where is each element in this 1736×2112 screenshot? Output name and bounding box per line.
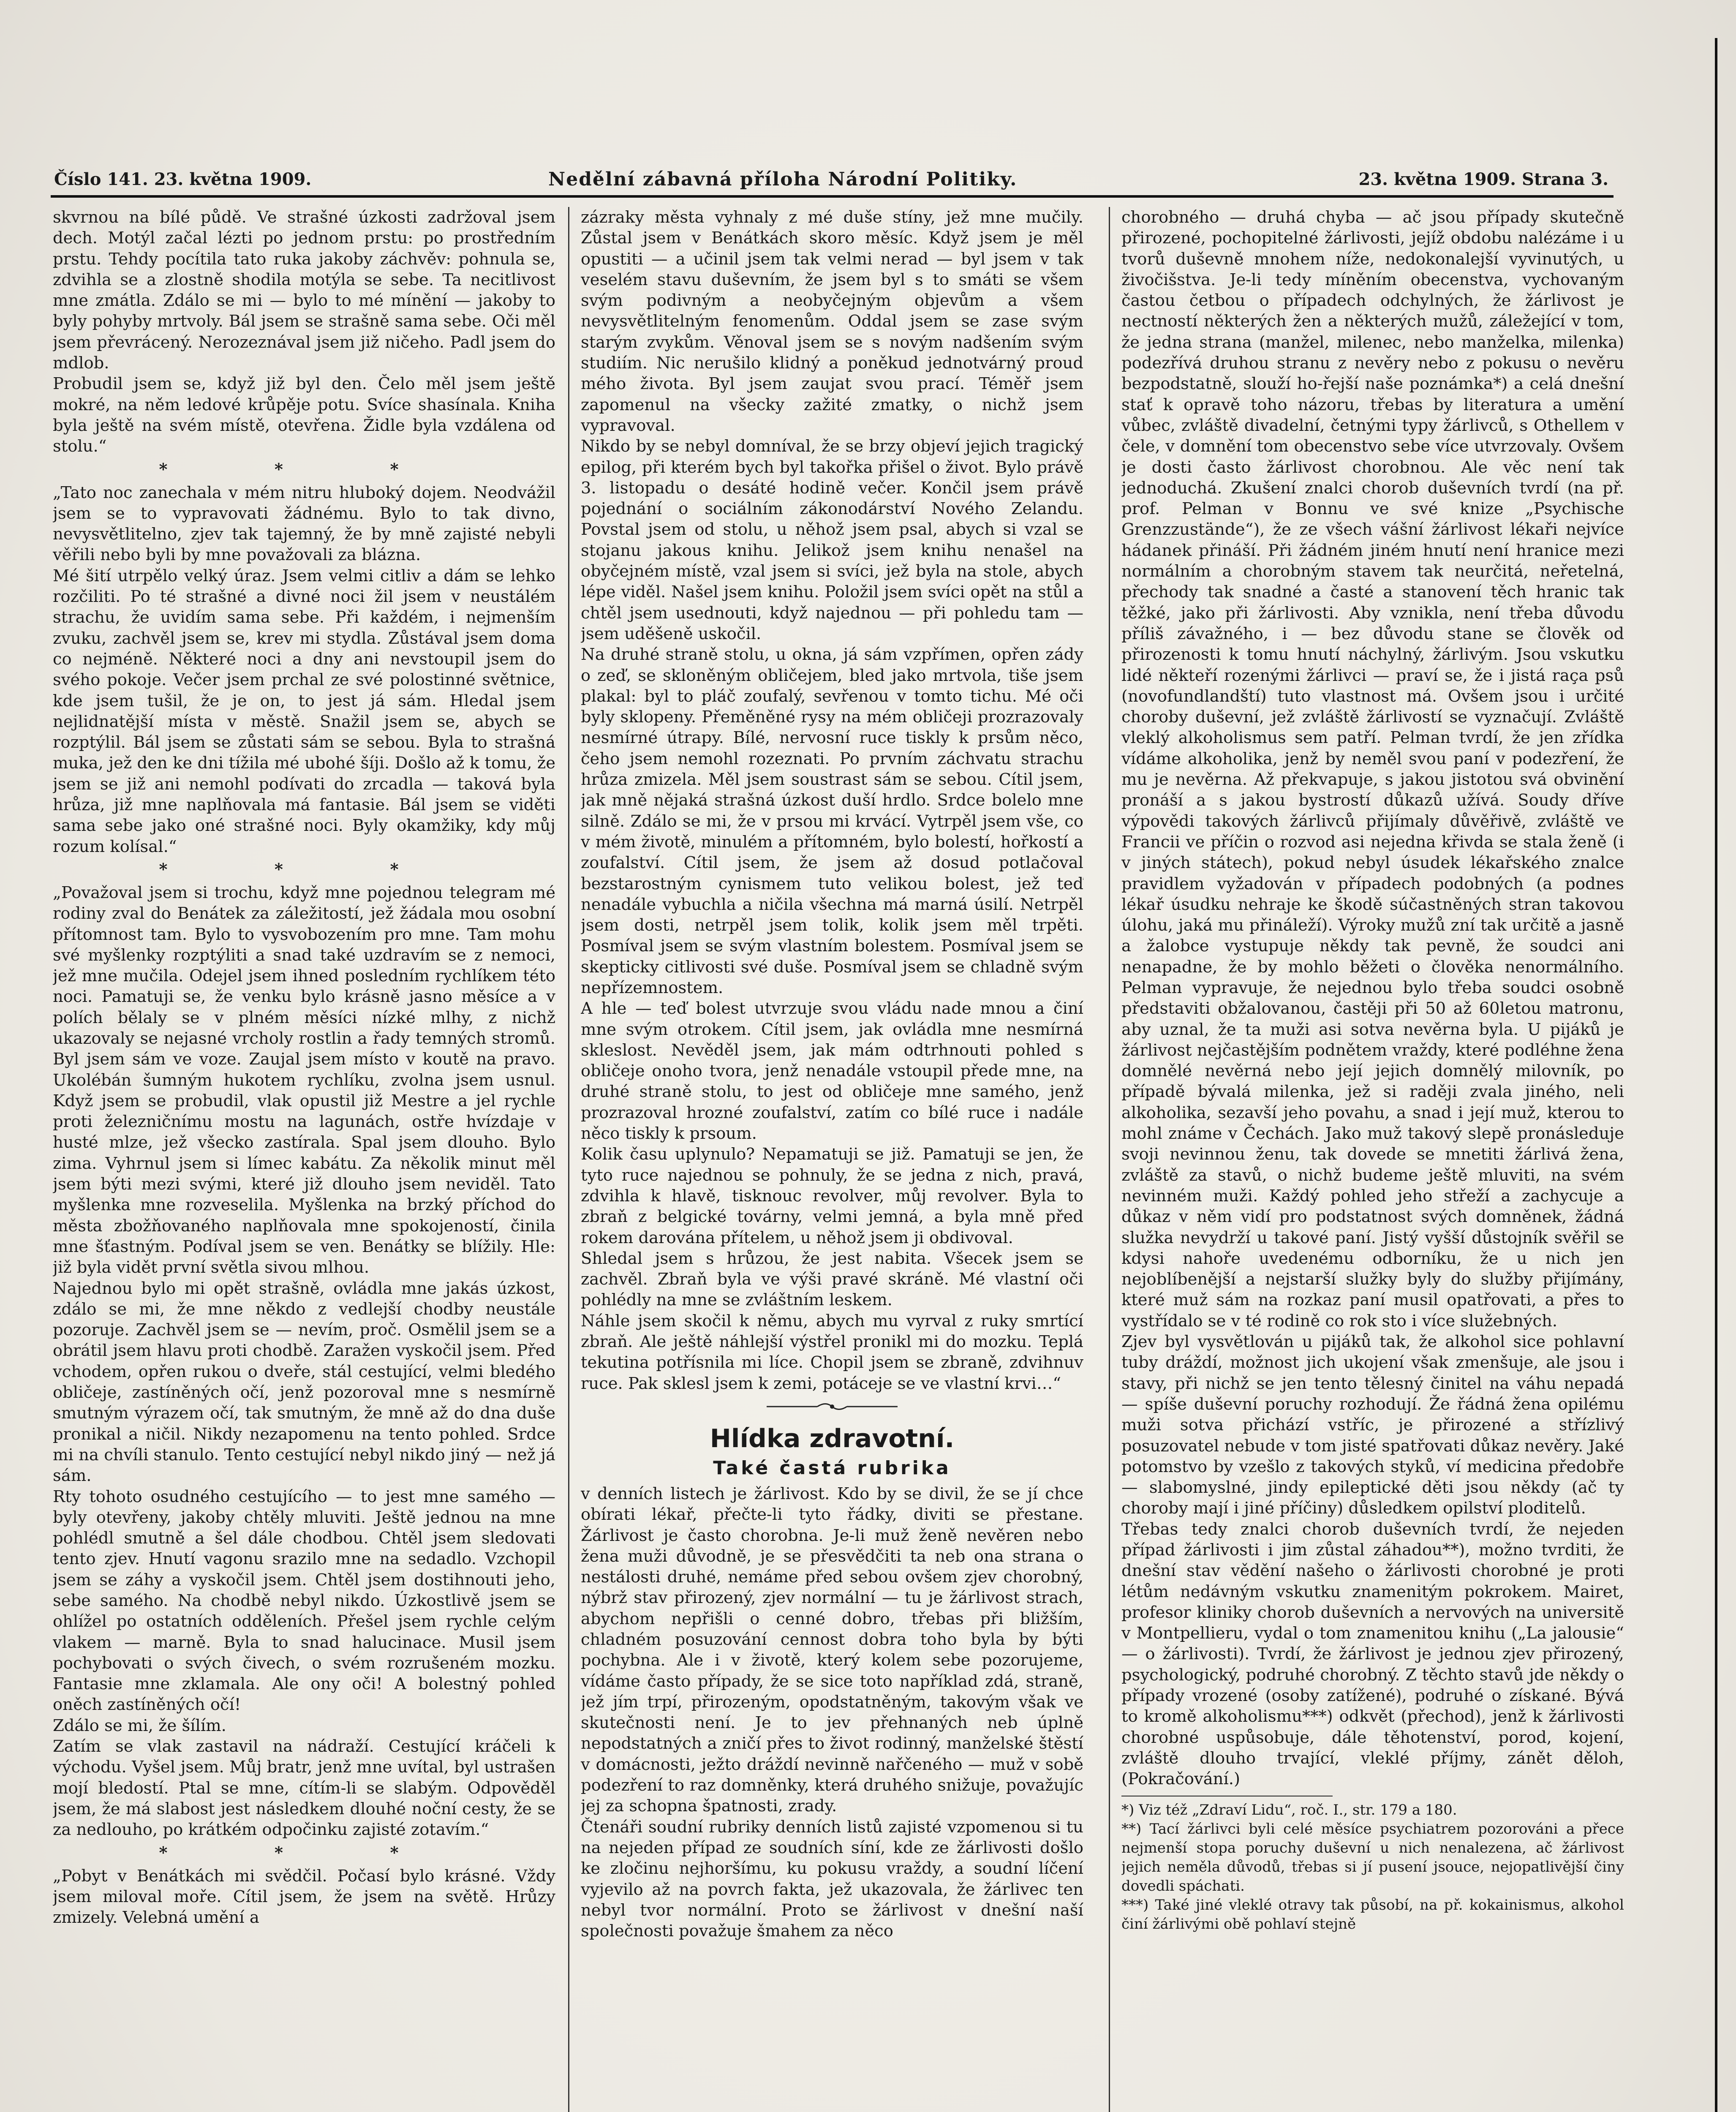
paragraph: v denních listech je žárlivost. Kdo by se divil, že se jí chce obírati lékař, přečte-li tyto řádky, diviti se přestane. Žárlivost je často chorobna. Je-li muž ženě nevěren nebo žena muži důvodně, je se přesvědčiti ta neb ona strana o nestálosti druhé, nemáme před sebou ovšem zjev chorobný, nýbrž stav přirozený, zjev normální — tu je žárlivost strach, abychom nepřišli o cenné dobro, třebas při bližším, chladném posuzování cennost dobra toho byla by býti pochybna. Ale i v životě, který kolem sebe pozorujeme, vídáme často případy, že se sice toto například zdá, straně, jež jím trpí, přirozeným, opodstatněným, takovým však ve skutečnosti není. Je to jev přehnaných neb úplně nepodstatných a zničí přes to život rodinný, manželské štěstí v domácnosti, ježto dráždí nevinně nařčeného — muž v sobě podezření to raz domněnky, která druhého snižuje, považujíc jej za schopna špatnosti, zrady. — [581, 1484, 1083, 1816]
section-title: Hlídka zdravotní. — [710, 1423, 955, 1453]
header-divider — [51, 195, 1614, 198]
section-break-stars: * * * — [159, 1843, 449, 1862]
section-break-stars: * * * — [159, 860, 449, 879]
paragraph: chorobného — druhá chyba — ač jsou případy skutečně přirozené, pochopitelné žárlivosti, jejíž obdobu nalézáme i u tvorů duševně mnohem níže, nedokonalejší vyvinutých, u živočišstva. Je-li tedy míněním obecenstva, vychovaným častou četbou o případech odchylných, že žárlivost je nectností některých žen a některých mužů, záležející v tom, že jedna strana (manžel, milenec, nebo manželka, milenka) podezřívá druhou stranu z nevěry nebo z pokusu o nevěru bezpodstatně, slouží ho-řejší naše poznámka*) a celá dnešní stať k opravě toho názoru, třebas by literatura a umění vůbec, zvláště divadelní, četnými typy žárlivců, s Othellem v čele, v domnění tom obecenstvo sebe více utvrzovaly. Ovšem je dosti často žárlivost chorobnou. Ale věc není tak jednoduchá. Zkušení znalci chorob duševních tvrdí (na př. prof. Pelman v Bonnu ve své knize „Psychische Grenzzustände“), že ze všech vášní žárlivost lékaři nejvíce hádanek přináší. Při žádném jiném hnutí není hranice mezi normálním a chorobným stavem tak neurčitá, neřetelná, přechody tak snadné a časté a stanovení těch hranic tak těžké, jako při žárlivosti. Aby vznikla, není třeba důvodu příliš závažného, i — bez důvodu stane se člověk od přirozenosti k tomu hnutí náchylný, žárlivým. Jsou vskutku lidé někteří rozenými žárlivci — praví se, že i jistá raça psů (novofundlandští) tuto vlastnost má. Ovšem jsou i určité choroby duševní, jež zvláště žárlivostí se vyznačují. Zvláště vleklý alkoholismus sem patří. Pelman tvrdí, že jen zřídka vídáme alkoholika, jenž by neměl svou paní v podezření, že mu je nevěrna. Až překvapuje, s jakou jistotou svá obvinění pronáší a s jakou bystrostí důkazů užívá. Soudy dříve výpovědi takových žárlivců přijímaly důvěřivě, zvláště ve Francii ve příčin o rozvod asi nejedna křivda se stala ženě (i v jiných státech), pokud nebyl úsudek lékařského znalce pravidlem vyžadován v případech podobných (a podnes lékař úsudku nehraje ke škodě súčastněných stran takovou úlohu, jaká mu přináleží). Výroky mužů zní tak určitě a jasně a žalobce vystupuje někdy tak pevně, že soudci ani nenapadne, že by mohlo běžeti o člověka nenormálního. Pelman vypravuje, že nejednou bylo třeba soudci osobně představiti obžalovanou, častěji při 50 až 60letou matronu, aby uznal, že ta muži asi sotva nevěrna byla. U pijáků je žárlivost nejčastějším podnětem vraždy, které podléhne žena domnělé nevěrná nebo její jejich domnělý milovník, po případě bývalá milenka, jež si raději zvala jiného, neli alkoholika, sezavší jeho povahu, a snad i její muž, kterou to mohl známe v Čechách. Jako muž takový slepě pronásleduje svoji nevinnou ženu, tak dovede se mnetiti žárlivá žena, zvláště za stavů, o nichž budeme ještě mluviti, na svém nevinném muži. Každý pohled jeho střeží a zachycuje a důkaz v něm vidí pro podstatnost svých domněnek, žádná služka nevydrží u takové paní. Jistý vyšší důstojník svěřil se kdysi nahoře uvedenému odborníku, že u nich jen nejoblíbenější a nejstarší služky byly do služby přijímány, které muž sám na rozkaz paní musil opatřovati, a přes to vystřídalo se v té rodině co rok sto i více služebných. — [1121, 208, 1624, 1331]
footnote: ***) Také jiné vleklé otravy tak působí, na př. kokainismus, alkohol činí žárlivými obě pohlaví stejně — [1121, 1896, 1624, 1932]
paragraph: Kolik času uplynulo? Nepamatuji se již. Pamatuji se jen, že tyto ruce najednou se pohnuly, že se jedna z nich, pravá, zdvihla k hlavě, tisknouc revolver, můj revolver. Byla to zbraň z belgické továrny, velmi jemná, a byla mně před rokem darována přítelem, u něhož jsem ji obdivoval. — [581, 1145, 1083, 1247]
section-break-stars: * * * — [159, 460, 449, 479]
paragraph: zázraky města vyhnaly z mé duše stíny, jež mne mučily. Zůstal jsem v Benátkách skoro měsíc. Když jsem je měl opustiti — a učinil jsem tak velmi nerad — byl jsem v tak veselém stavu duševním, že jsem byl s to smáti se všem svým podivným a neobyčejným objevům a všem nevysvětlitelným fenomenům. Oddal jsem se zase svým starým zvykům. Věnoval jsem se s novým nadšením svým studiím. Nic nerušilo klidný a poněkud jednotvárný proud mého života. Byl jsem zaujat svou prací. Téměř jsem zapomenul na všecky zažité zmatky, o nichž jsem vypravoval. — [581, 208, 1083, 435]
paragraph: Probudil jsem se, když již byl den. Čelo měl jsem ještě mokré, na něm ledové krůpěje potu. Svíce shasínala. Kniha byla ještě na svém místě, otevřena. Židle byla vzdálena od stolu.“ — [53, 374, 555, 456]
paragraph: Čtenáři soudní rubriky denních listů zajisté vzpomenou si tu na nejeden případ ze soudních síní, kde ze žárlivosti došlo ke zločinu nejhoršímu, ku pokusu vraždy, a soudní líčení vyjevilo až na povrch fakta, jež ukazovala, že žárlivec ten nebyl tvor normální. Proto se žárlivost v dnešní naší společnosti považuje šmahem za něco — [581, 1817, 1083, 1941]
column-2 — [581, 207, 1083, 2112]
paragraph: Třebas tedy znalci chorob duševních tvrdí, že nejeden případ žárlivosti i jim zůstal záhadou**), možno tvrditi, že dnešní stav vědění našeho o žárlivosti chorobné je proti létům nedávným vskutku znamenitým pokrokem. Mairet, profesor kliniky chorob duševních a nervových na universitě v Montpellieru, vydal o tom znamenitou knihu („La jalousie“ — o žárlivosti). Tvrdí, že žárlivost je jednou zjev přirozený, psychologický, podruhé chorobný. Z těchto stavů jde někdy o případy vrozené (osoby zatížené), podruhé o získané. Bývá to kromě alkoholismu***) odkvět (přechod), jenž k žárlivosti chorobné uspůsobuje, dále těhotenství, porod, kojení, zvláště dlouho trvající, vleklé příjmy, zánět děloh, (Pokračování.) — [1121, 1519, 1624, 1789]
ornament-icon — [762, 1400, 902, 1413]
footnote: *) Viz též „Zdraví Lidu“, roč. I., str. 179 a 180. — [1121, 1801, 1457, 1818]
paragraph: Náhle jsem skočil k němu, abych mu vyrval z ruky smrtící zbraň. Ale ještě náhlejší výstřel pronikl mi do mozku. Teplá tekutina potřísnila mi líce. Chopil jsem se zbraně, zdvihnuv ruce. Pak sklesl jsem k zemi, potáceje se ve vlastní krvi…“ — [581, 1311, 1083, 1393]
paragraph: Shledal jsem s hrůzou, že jest nabita. Všecek jsem se zachvěl. Zbraň byla ve výši pravé skráně. Mé vlastní oči pohlédly na mne se zvláštním leskem. — [581, 1249, 1083, 1310]
paragraph: Nikdo by se nebyl domníval, že se brzy objeví jejich tragický epilog, při kterém bych byl takořka přišel o život. Bylo právě 3. listopadu o desáté hodině večer. Končil jsem právě pojednání o sociálním zákonodárství Nového Zelandu. Povstal jsem od stolu, u něhož jsem psal, abych si vzal se stojanu jakous knihu. Jelikož jsem knihu nenašel na obyčejném místě, vzal jsem si svíci, jež byla na stole, abych lépe viděl. Našel jsem knihu. Položil jsem svíci opět na stůl a chtěl jsem usednouti, když najednou — při pohledu tam — jsem uděšeně uskočil. — [581, 437, 1083, 643]
masthead-title: Nedělní zábavná příloha Národní Politiky. — [548, 169, 1018, 190]
paragraph: Najednou bylo mi opět strašně, ovládla mne jakás úzkost, zdálo se mi, že mne někdo z vedlejší chodby neustále pozoruje. Zachvěl jsem se — nevím, proč. Osmělil jsem se a obrátil jsem hlavu proti chodbě. Zaražen vyskočil jsem. Před vchodem, opřen rukou o dveře, stál cestující, velmi bledého obličeje, zastíněných očí, jenž pozoroval mne s nesmírně smutným výrazem očí, tak smutným, že mně až do dna duše pronikal a ničil. Nikdy nezapomenu na tento pohled. Srdce mi na chvíli stanulo. Tento cestující nebyl nikdo jiný — než já sám. — [53, 1279, 555, 1486]
column-1 — [53, 207, 555, 2112]
paragraph: Zatím se vlak zastavil na nádraží. Cestující kráčeli k východu. Vyšel jsem. Můj bratr, jenž mne uvítal, byl ustrašen mojí bledostí. Ptal se mne, cítím-li se slabým. Odpověděl jsem, že má slabost jest následkem dlouhé noční cesty, že se za nedlouho, po krátkém odpočinku zajisté zotavím.“ — [53, 1737, 555, 1840]
paragraph: „Pobyt v Benátkách mi svědčil. Počasí bylo krásné. Vždy jsem miloval moře. Cítil jsem, že jsem na světě. Hrůzy zmizely. Velebná umění a — [53, 1866, 555, 1927]
column-divider — [568, 207, 569, 2112]
paragraph: skvrnou na bílé půdě. Ve strašné úzkosti zadržoval jsem dech. Motýl začal lézti po jednom prstu: po prostředním prstu. Tehdy pocítila tato ruka jakoby záchvěv: pohnula se, zdvihla se a zlostně shodila motýla se sebe. Ta necitlivost mne zmátla. Zdálo se mi — bylo to mé mínění — jakoby to byly pohyby mrtvoly. Bál jsem se strašně sama sebe. Oči měl jsem převrácený. Nerozeznával jsem již ničeho. Padl jsem do mdlob. — [53, 208, 555, 373]
footnote: **) Tací žárlivci byli celé měsíce psychiatrem pozorováni a přece nejmenší stopa poruchy duševní u nich nenalezena, ač žárlivost jejich neměla důvodů, třebas si jí pusení jsouce, nejopatlivější činy dovedli spáchati. — [1121, 1820, 1624, 1894]
section-subtitle: Také častá rubrika — [713, 1457, 951, 1479]
paragraph: „Tato noc zanechala v mém nitru hluboký dojem. Neodvážil jsem se to vypravovati žádnému. Bylo to tak divno, nevysvětlitelno, zjev tak tajemný, že by mně zajisté nebyli věřili nebo byli by mne považovali za blázna. — [53, 483, 555, 565]
paragraph: Zjev byl vysvětlován u pijáků tak, že alkohol sice pohlavní tuby dráždí, možnost jich ukojení však zmenšuje, ale jsou i stavy, při nichž se jen tento tělesný činitel na váhu nepadá — spíše duševní poruchy rozhodují. Že řádná žena opilému muži sotva přichází vstříc, je přirozené a střízlivý posuzovatel nebude v tom jisté spatřovati důkaz nevěry. Jaké potomstvo by vzešlo z takových styků, ví medicina předobře — slabomyslné, jindy epileptické děti jsou někdy (ač ty choroby mají i jiné příčiny) důsledkem opilství ploditelů. — [1121, 1332, 1624, 1518]
page-edge-rule — [1715, 38, 1717, 2112]
paragraph: „Považoval jsem si trochu, když mne pojednou telegram mé rodiny zval do Benátek za záležitostí, jež žádala mou osobní přítomnost tam. Bylo to vysvobozením pro mne. Tam mohu své myšlenky rozptýliti a snad také uzdravím se z nemoci, jež mne mučila. Odejel jsem ihned posledním rychlíkem této noci. Pamatuji se, že venku bylo krásně jasno měsíce a v polích bělaly se v plném měsíci nízké mlhy, z nichž ukazovaly se nejasné vrcholy rostlin a řady temných stromů. Byl jsem sám ve voze. Zaujal jsem místo v koutě na pravo. Ukolébán šumným hukotem rychlíku, zvolna jsem usnul. Když jsem se probudil, vlak opustil již Mestre a jel rychle proti železničnímu mostu na lagunách, ostře hvízdaje v husté mlze, jež všecko zastírala. Spal jsem dlouho. Bylo zima. Vyhrnul jsem si límec kabátu. Za několik minut měl jsem býti mezi svými, které již dlouho jsem neviděl. Tato myšlenka mne rozveselila. Myšlenka na brzký příchod do města zbožňovaného naplňovala mne spokojeností, činila mne šťastným. Podíval jsem se ven. Benátky se blížily. Hle: již byla vidět první světla sivou mlhou. — [53, 883, 555, 1277]
column-3 — [1121, 207, 1624, 2112]
page-header — [54, 167, 1608, 192]
issue-number: Číslo 141. 23. května 1909. — [54, 169, 312, 189]
ornament-divider — [581, 1394, 1083, 1419]
date-and-page: 23. května 1909. Strana 3. — [1358, 169, 1608, 189]
paragraph: Zdálo se mi, že šílím. — [53, 1716, 226, 1735]
paragraph: A hle — teď bolest utvrzuje svou vládu nade mnou a činí mne svým otrokem. Cítil jsem, jak ovládla mne nesmírná skleslost. Nevěděl jsem, jak mám odtrhnouti pohled s obličeje onoho tvora, jenž nenadále vstoupil přede mne, na druhé straně stolu, to jest od obličeje mne samého, jenž prozrazoval hrozné zoufalství, zatím co bílé ruce i nadále něco tiskly k prsoum. — [581, 999, 1083, 1143]
paragraph: Na druhé straně stolu, u okna, já sám vzpřímen, opřen zády o zeď, se skloněným obličejem, bled jako mrtvola, tiše jsem plakal: byl to pláč zoufalý, sevřenou v tomto tichu. Mé oči byly sklopeny. Přeměněné rysy na mém obličeji prozrazovaly nesmírné útrapy. Bílé, nervosní ruce tiskly k prsům něco, čeho jsem nemohl rozeznati. Po prvním záchvatu strachu hrůza zmizela. Měl jsem soustrast sám se sebou. Cítil jsem, jak mně nějaká strašná úzkost duší hrdlo. Srdce bolelo mne silně. Zdálo se mi, že v prsou mi krvácí. Vytrpěl jsem vše, co v mém životě, minulém a přítomném, bylo bolestí, hořkostí a zoufalství. Cítil jsem, že jsem až dosud potlačoval bezstarostným cynismem tuto velikou bolest, jež teď nenadále vybuchla a ničila všechna má marná úsilí. Netrpěl jsem dosti, netrpěl jsem tolik, kolik jsem měl trpěti. Posmíval jsem se svým vlastním bolestem. Posmíval jsem se skepticky citlivosti své duše. Posmíval jsem se chladně svým nepřízemnostem. — [581, 645, 1083, 997]
paragraph: Mé šití utrpělo velký úraz. Jsem velmi citliv a dám se lehko rozčiliti. Po té strašné a divné noci žil jsem v neustálém strachu, že uvidím sama sebe. Při každém, i nejmenším zvuku, zachvěl jsem se, krev mi stydla. Zůstával jsem doma co nejméně. Některé noci a dny ani nevstoupil jsem do svého pokoje. Večer jsem prchal ze své polostinné světnice, kde jsem tušil, že je on, to jest já sám. Hledal jsem nejlidnatější místa v městě. Snažil jsem se, abych se rozptýlil. Bál jsem se zůstati sám se sebou. Byla to strašná muka, jež den ke dni tížila mé ubohé šíji. Došlo až k tomu, že jsem se již ani nemohl podívati do zrcadla — taková byla hrůza, již mne naplňovala má fantasie. Bál jsem se viděti sama sebe jako oné strašné noci. Byly okamžiky, kdy můj rozum kolísal.“ — [53, 566, 555, 856]
paragraph: Rty tohoto osudného cestujícího — to jest mne samého — byly otevřeny, jakoby chtěly mluviti. Ještě jednou na mne pohlédl smutně a šel dále chodbou. Chtěl jsem sledovati tento zjev. Hnutí vagonu srazilo mne na sedadlo. Vzchopil jsem se záhy a vyskočil jsem. Chtěl jsem dostihnouti jeho, sebe samého. Na chodbě nebyl nikdo. Úzkostlivě jsem se ohlížel po ostatních odděleních. Přešel jsem rychle celým vlakem — marně. Byla to snad halucinace. Musil jsem pochybovati o svých čivech, o svém rozrušeném mozku. Fantasie mne zklamala. Ale ony oči! A bolestný pohled oněch zastíněných očí! — [53, 1487, 555, 1715]
column-divider — [1109, 207, 1110, 2112]
